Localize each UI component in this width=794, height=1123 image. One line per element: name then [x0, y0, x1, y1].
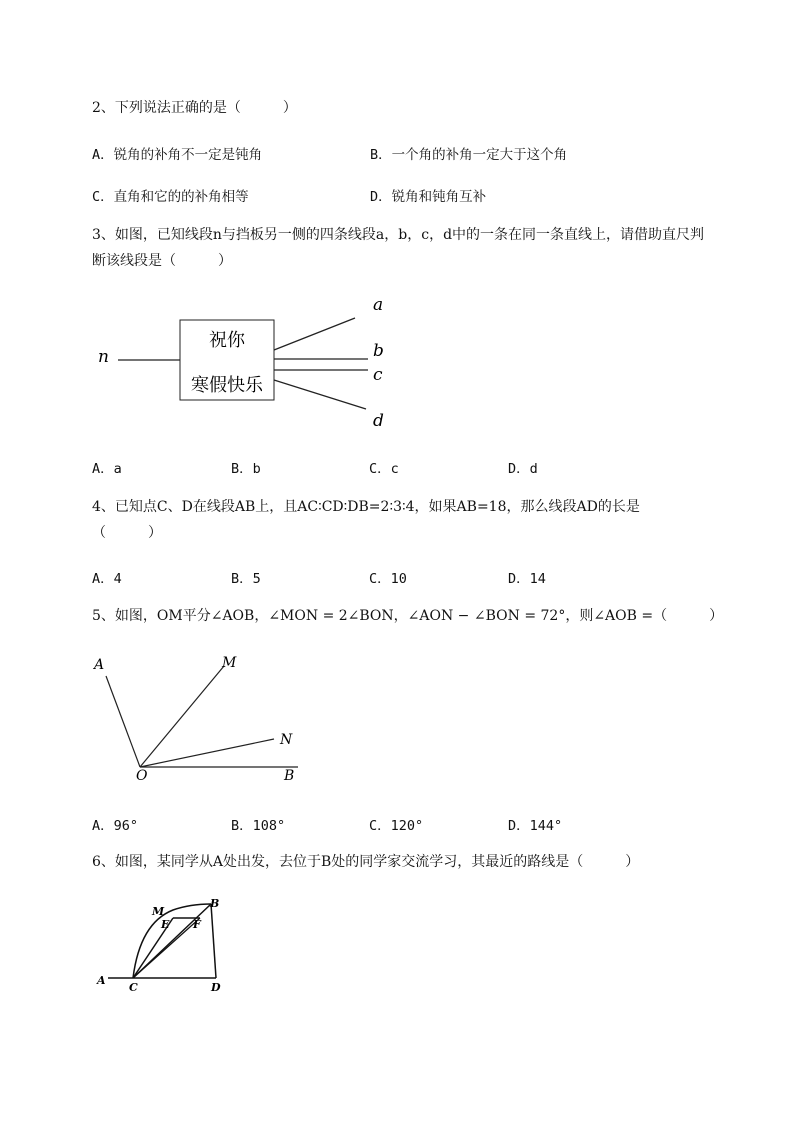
segment-bd [211, 904, 216, 978]
q3-option-c: C．c [369, 461, 399, 477]
q3-stem-line2: 断该线段是（ ） [92, 253, 232, 269]
label-a: a [373, 295, 384, 315]
q5-option-c: C．120° [369, 818, 424, 834]
q2-stem: 2、下列说法正确的是（ ） [92, 100, 297, 116]
q2-option-a: A．锐角的补角不一定是钝角 [92, 147, 263, 163]
segment-d [274, 380, 366, 409]
q4-stem-line1: 4、已知点C、D在线段AB上，且AC∶CD∶DB=2∶3∶4，如果AB=18，那么线段AD的长是 [92, 499, 640, 515]
q3-option-a: A．a [92, 461, 122, 477]
q4-option-d: D．14 [508, 571, 546, 587]
q4-option-b: B．5 [231, 571, 261, 587]
label-B: B [210, 897, 220, 910]
label-F: F [193, 918, 201, 931]
board-text-2: 寒假快乐 [191, 375, 263, 396]
label-D: D [211, 981, 221, 994]
q6-figure [90, 895, 240, 995]
q2-option-b: B．一个角的补角一定大于这个角 [370, 147, 568, 163]
q3-option-d: D．d [508, 461, 538, 477]
q4-option-a: A．4 [92, 571, 122, 587]
q3-stem-line1: 3、如图，已知线段n与挡板另一侧的四条线段a，b，c，d中的一条在同一条直线上，请借助直尺判 [92, 227, 705, 243]
label-M: M [152, 905, 165, 918]
label-A: A [94, 657, 105, 673]
q3-option-b: B．b [231, 461, 261, 477]
q5-stem: 5、如图，OM平分∠AOB，∠MON = 2∠BON，∠AON − ∠BON = 72°，则∠AOB =（ ） [92, 608, 724, 624]
label-O: O [136, 768, 148, 784]
label-M: M [222, 655, 237, 671]
q4-stem-line2: （ ） [92, 525, 162, 541]
label-c: c [373, 365, 383, 385]
label-A: A [97, 974, 106, 987]
q2-option-c: C．直角和它的的补角相等 [92, 189, 249, 205]
q5-option-b: B．108° [231, 818, 286, 834]
q5-figure [88, 650, 318, 785]
label-d: d [373, 411, 384, 431]
ray-oa [106, 676, 140, 767]
q5-option-a: A．96° [92, 818, 139, 834]
label-b: b [373, 341, 384, 361]
label-N: N [280, 732, 293, 748]
q5-option-d: D．144° [508, 818, 563, 834]
q3-figure [90, 290, 400, 440]
segment-a [274, 318, 355, 350]
label-B: B [284, 768, 295, 784]
label-E: E [161, 918, 170, 931]
q6-stem: 6、如图，某同学从A处出发，去位于B处的同学家交流学习，其最近的路线是（ ） [92, 854, 640, 870]
q2-option-d: D．锐角和钝角互补 [370, 189, 487, 205]
q4-option-c: C．10 [369, 571, 407, 587]
label-C: C [129, 981, 138, 994]
label-n: n [98, 347, 109, 367]
board-text-1: 祝你 [209, 330, 245, 351]
